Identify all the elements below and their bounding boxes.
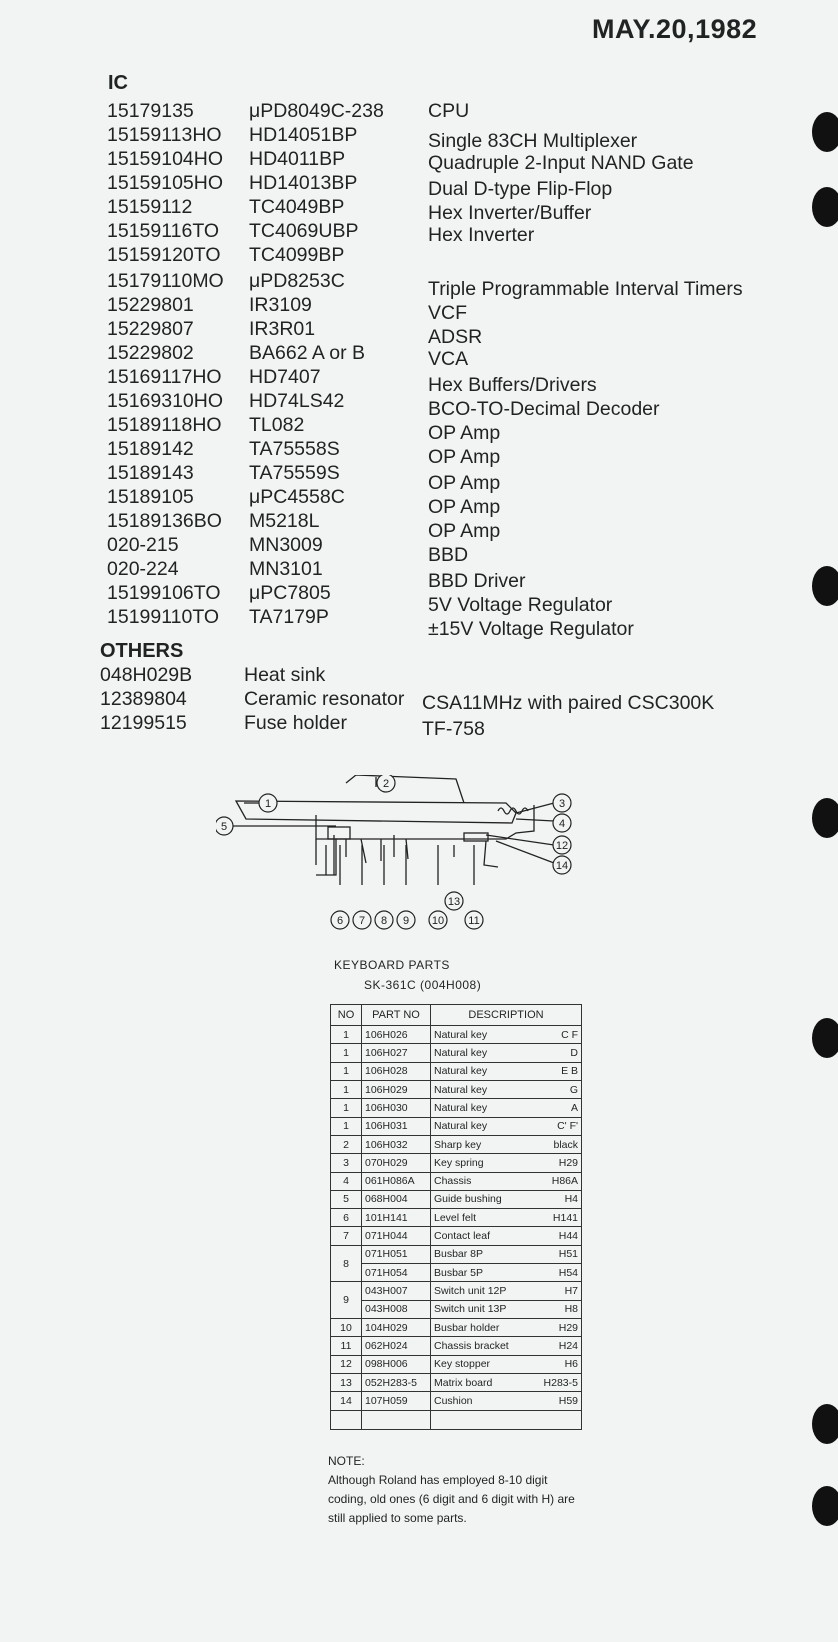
ic-description: OP Amp	[428, 496, 501, 518]
description-text: Switch unit 12P	[434, 1285, 507, 1298]
ic-part-number: 15159105HO	[107, 172, 224, 194]
others-spec: TF-758	[422, 718, 485, 740]
ic-part-number: 020-224	[107, 558, 179, 580]
table-row	[331, 1080, 582, 1098]
column-header-no: NO	[331, 1005, 362, 1026]
table-row	[331, 1245, 582, 1263]
ic-type: MN3009	[249, 534, 323, 556]
ic-part-number: 15229807	[107, 318, 194, 340]
cell-no: 1	[331, 1026, 362, 1044]
diagram-label-12: 12	[555, 840, 569, 852]
cell-description	[431, 1062, 582, 1080]
ic-description: ADSR	[428, 326, 483, 348]
binder-hole	[812, 1018, 838, 1058]
table-row	[331, 1154, 582, 1172]
description-text: Busbar 8P	[434, 1248, 484, 1261]
cell-description	[431, 1392, 582, 1410]
cell-description	[431, 1227, 582, 1245]
ic-part-number: 15229801	[107, 294, 194, 316]
cell-description	[431, 1080, 582, 1098]
ic-part-number: 15199110TO	[107, 606, 220, 628]
others-part-number: 12389804	[100, 688, 187, 710]
ic-part-number: 15169117HO	[107, 366, 222, 388]
table-row	[331, 1062, 582, 1080]
description-code: E B	[561, 1065, 578, 1078]
description-code: H59	[558, 1394, 578, 1407]
binder-hole	[812, 798, 838, 838]
description-code: H29	[558, 1156, 578, 1169]
ic-description: VCA	[428, 348, 469, 370]
note-heading: NOTE:	[328, 1454, 365, 1468]
diagram-label-6: 6	[336, 915, 344, 927]
diagram-label-2: 2	[382, 778, 390, 790]
note-text: Although Roland has employed 8-10 digit coding, old ones (6 digit and 6 digit with H) are still applied to some parts.	[328, 1473, 575, 1525]
table-row	[331, 1392, 582, 1410]
table-row	[331, 1373, 582, 1391]
cell-no: 5	[331, 1190, 362, 1208]
binder-hole	[812, 187, 838, 227]
ic-part-number: 15189118HO	[107, 414, 222, 436]
ic-type: M5218L	[249, 510, 320, 532]
description-code: H283-5	[543, 1376, 578, 1389]
table-row	[331, 1044, 582, 1062]
description-text: Sharp key	[434, 1138, 482, 1151]
description-code: H6	[564, 1358, 578, 1371]
table-row	[331, 1337, 582, 1355]
ic-type: TA75558S	[249, 438, 340, 460]
ic-description: Dual D-type Flip-Flop	[428, 178, 613, 200]
cell-description	[431, 1300, 582, 1318]
cell-no: 2	[331, 1135, 362, 1153]
description-code: H8	[564, 1303, 578, 1316]
description-code: H24	[558, 1339, 578, 1352]
description-code: H4	[564, 1193, 578, 1206]
ic-description: OP Amp	[428, 446, 501, 468]
description-code: H141	[552, 1211, 578, 1224]
ic-description: BBD Driver	[428, 570, 526, 592]
ic-part-number: 15159116TO	[107, 220, 220, 242]
cell-no: 10	[331, 1319, 362, 1337]
description-code: H51	[558, 1248, 578, 1261]
cell-part-no: 107H059	[362, 1392, 431, 1410]
ic-description: Hex Inverter/Buffer	[428, 202, 592, 224]
cell-part-no: 106H028	[362, 1062, 431, 1080]
description-text: Contact leaf	[434, 1230, 491, 1243]
table-row	[331, 1190, 582, 1208]
ic-description: BBD	[428, 544, 469, 566]
ic-part-number: 15189142	[107, 438, 194, 460]
ic-type: TA7179P	[249, 606, 329, 628]
cell-description	[431, 1099, 582, 1117]
ic-description: Hex Buffers/Drivers	[428, 374, 597, 396]
cell-part-no: 071H044	[362, 1227, 431, 1245]
cell-no: 1	[331, 1117, 362, 1135]
keyboard-parts-title: KEYBOARD PARTS	[334, 958, 450, 972]
binder-hole	[812, 566, 838, 606]
cell-part-no: 068H004	[362, 1190, 431, 1208]
ic-part-number: 15189136BO	[107, 510, 222, 532]
cell-part-no: 062H024	[362, 1337, 431, 1355]
ic-part-number: 15189105	[107, 486, 194, 508]
column-header-description: DESCRIPTION	[431, 1005, 582, 1026]
table-row	[331, 1117, 582, 1135]
ic-type: BA662 A or B	[249, 342, 366, 364]
cell-no: 3	[331, 1154, 362, 1172]
diagram-label-5: 5	[220, 821, 228, 833]
ic-description: Triple Programmable Interval Timers	[428, 278, 743, 300]
ic-part-number: 15159112	[107, 196, 193, 218]
diagram-label-13: 13	[447, 896, 461, 908]
cell-description	[431, 1044, 582, 1062]
cell-part-no: 071H051	[362, 1245, 431, 1263]
others-part-number: 048H029B	[100, 664, 193, 686]
ic-type: HD14013BP	[249, 172, 358, 194]
cell-part-no: 052H283-5	[362, 1373, 431, 1391]
cell-no: 6	[331, 1209, 362, 1227]
cell-no: 8	[331, 1245, 362, 1282]
description-text: Chassis bracket	[434, 1339, 509, 1352]
description-text: Matrix board	[434, 1376, 493, 1389]
others-part-number: 12199515	[100, 712, 187, 734]
ic-type: TC4049BP	[249, 196, 345, 218]
description-code: C' F'	[557, 1120, 578, 1133]
table-row	[331, 1227, 582, 1245]
ic-heading: IC	[108, 72, 128, 94]
description-text: Natural key	[434, 1028, 488, 1041]
cell-no: 9	[331, 1282, 362, 1319]
ic-type: HD7407	[249, 366, 321, 388]
ic-type: TC4099BP	[249, 244, 345, 266]
description-text: Guide bushing	[434, 1193, 502, 1206]
description-code: black	[553, 1138, 578, 1151]
ic-description: OP Amp	[428, 520, 501, 542]
ic-type: MN3101	[249, 558, 323, 580]
ic-type: μPC7805	[249, 582, 331, 604]
ic-type: HD14051BP	[249, 124, 358, 146]
ic-part-number: 15159113HO	[107, 124, 222, 146]
binder-hole	[812, 1404, 838, 1444]
ic-description: Hex Inverter	[428, 224, 535, 246]
ic-type: HD74LS42	[249, 390, 345, 412]
cell-part-no: 106H031	[362, 1117, 431, 1135]
cell-description	[431, 1337, 582, 1355]
ic-type: IR3R01	[249, 318, 316, 340]
cell-description	[431, 1154, 582, 1172]
cell-no: 7	[331, 1227, 362, 1245]
description-text: Natural key	[434, 1120, 488, 1133]
description-text: Key spring	[434, 1156, 484, 1169]
others-name: Heat sink	[244, 664, 326, 686]
cell-description	[431, 1282, 582, 1300]
others-spec: CSA11MHz with paired CSC300K	[422, 692, 715, 714]
ic-part-number: 15169310HO	[107, 390, 224, 412]
ic-part-number: 15159104HO	[107, 148, 224, 170]
description-text: Natural key	[434, 1101, 488, 1114]
ic-description: OP Amp	[428, 422, 501, 444]
table-header-row	[331, 1005, 582, 1026]
natural-key-shape	[236, 801, 516, 823]
description-code: C F	[561, 1028, 578, 1041]
cell-no: 1	[331, 1080, 362, 1098]
ic-part-number: 15179135	[107, 100, 194, 122]
cell-part-no: 098H006	[362, 1355, 431, 1373]
description-text: Level felt	[434, 1211, 477, 1224]
binder-hole	[812, 1486, 838, 1526]
description-text: Natural key	[434, 1065, 488, 1078]
table-row-blank	[331, 1410, 582, 1429]
diagram-label-8: 8	[380, 915, 388, 927]
ic-type: μPD8049C-238	[249, 100, 384, 122]
diagram-label-4: 4	[558, 818, 566, 830]
table-row	[331, 1355, 582, 1373]
description-text: Switch unit 13P	[434, 1303, 507, 1316]
ic-part-number: 15189143	[107, 462, 194, 484]
cell-description	[431, 1373, 582, 1391]
cell-part-no: 101H141	[362, 1209, 431, 1227]
ic-type: HD4011BP	[249, 148, 346, 170]
diagram-label-7: 7	[358, 915, 366, 927]
diagram-label-1: 1	[264, 798, 272, 810]
ic-description: Quadruple 2-Input NAND Gate	[428, 152, 694, 174]
diagram-label-10: 10	[431, 915, 445, 927]
ic-part-number: 15159120TO	[107, 244, 221, 266]
cell-part-no: 043H007	[362, 1282, 431, 1300]
ic-part-number: 15229802	[107, 342, 194, 364]
page-date: MAY.20,1982	[592, 14, 758, 44]
ic-part-number: 15179110MO	[107, 270, 224, 292]
matrix-board-shape	[464, 833, 488, 841]
description-text: Natural key	[434, 1083, 488, 1096]
diagram-label-3: 3	[558, 798, 566, 810]
cell-part-no: 106H029	[362, 1080, 431, 1098]
description-text: Natural key	[434, 1046, 488, 1059]
cell-description	[431, 1190, 582, 1208]
table-row	[331, 1264, 582, 1282]
ic-part-number: 020-215	[107, 534, 179, 556]
description-text: Busbar holder	[434, 1321, 500, 1334]
cell-description	[431, 1172, 582, 1190]
cell-no: 12	[331, 1355, 362, 1373]
ic-type: μPC4558C	[249, 486, 345, 508]
cell-part-no: 106H032	[362, 1135, 431, 1153]
cell-no: 13	[331, 1373, 362, 1391]
cell-description	[431, 1026, 582, 1044]
column-header-part-no: PART NO	[362, 1005, 431, 1026]
ic-description: BCO-TO-Decimal Decoder	[428, 398, 660, 420]
description-code: H54	[558, 1266, 578, 1279]
ic-description: OP Amp	[428, 472, 501, 494]
diagram-label-9: 9	[402, 915, 410, 927]
note-block	[328, 1452, 578, 1528]
ic-description: VCF	[428, 302, 467, 324]
binder-hole	[812, 112, 838, 152]
cell-part-no: 071H054	[362, 1264, 431, 1282]
cell-part-no: 043H008	[362, 1300, 431, 1318]
table-row	[331, 1099, 582, 1117]
cell-description	[431, 1135, 582, 1153]
description-code: H44	[558, 1230, 578, 1243]
table-row	[331, 1135, 582, 1153]
description-code: H7	[564, 1285, 578, 1298]
keyboard-parts-table	[330, 1004, 582, 1430]
description-text: Chassis	[434, 1175, 472, 1188]
sharp-key-shape	[346, 775, 464, 803]
description-text: Busbar 5P	[434, 1266, 484, 1279]
keyboard-cross-section-diagram	[216, 775, 616, 935]
cell-no: 4	[331, 1172, 362, 1190]
others-name: Fuse holder	[244, 712, 347, 734]
ic-description: CPU	[428, 100, 470, 122]
cell-description	[431, 1245, 582, 1263]
ic-description: 5V Voltage Regulator	[428, 594, 613, 616]
table-row	[331, 1319, 582, 1337]
others-name: Ceramic resonator	[244, 688, 405, 710]
ic-type: μPD8253C	[249, 270, 345, 292]
ic-type: TA75559S	[249, 462, 340, 484]
ic-part-number: 15199106TO	[107, 582, 221, 604]
guide-bushing-shape	[328, 827, 350, 839]
cell-description	[431, 1264, 582, 1282]
cell-part-no: 070H029	[362, 1154, 431, 1172]
description-code: A	[570, 1101, 578, 1114]
table-row	[331, 1172, 582, 1190]
description-text: Cushion	[434, 1394, 473, 1407]
cell-no: 11	[331, 1337, 362, 1355]
ic-description: Single 83CH Multiplexer	[428, 130, 638, 152]
ic-description: ±15V Voltage Regulator	[428, 618, 634, 640]
cell-part-no: 104H029	[362, 1319, 431, 1337]
keyboard-parts-subtitle: SK-361C (004H008)	[364, 978, 482, 992]
cell-no: 1	[331, 1044, 362, 1062]
cell-description	[431, 1355, 582, 1373]
description-code: H29	[558, 1321, 578, 1334]
ic-type: TC4069UBP	[249, 220, 359, 242]
ic-type: IR3109	[249, 294, 312, 316]
others-heading: OTHERS	[100, 640, 184, 662]
diagram-label-14: 14	[555, 860, 569, 872]
table-row	[331, 1282, 582, 1300]
table-row	[331, 1026, 582, 1044]
description-code: G	[569, 1083, 578, 1096]
cell-description	[431, 1209, 582, 1227]
table-row	[331, 1209, 582, 1227]
cell-part-no: 061H086A	[362, 1172, 431, 1190]
description-text: Key stopper	[434, 1358, 491, 1371]
description-code: D	[570, 1046, 578, 1059]
cell-no: 1	[331, 1099, 362, 1117]
cell-description	[431, 1117, 582, 1135]
diagram-label-11: 11	[468, 915, 480, 927]
cell-part-no: 106H027	[362, 1044, 431, 1062]
cell-no: 14	[331, 1392, 362, 1410]
cell-part-no: 106H026	[362, 1026, 431, 1044]
cell-description	[431, 1319, 582, 1337]
table-row	[331, 1300, 582, 1318]
cell-no: 1	[331, 1062, 362, 1080]
description-code: H86A	[551, 1175, 578, 1188]
cell-part-no: 106H030	[362, 1099, 431, 1117]
ic-type: TL082	[249, 414, 305, 436]
